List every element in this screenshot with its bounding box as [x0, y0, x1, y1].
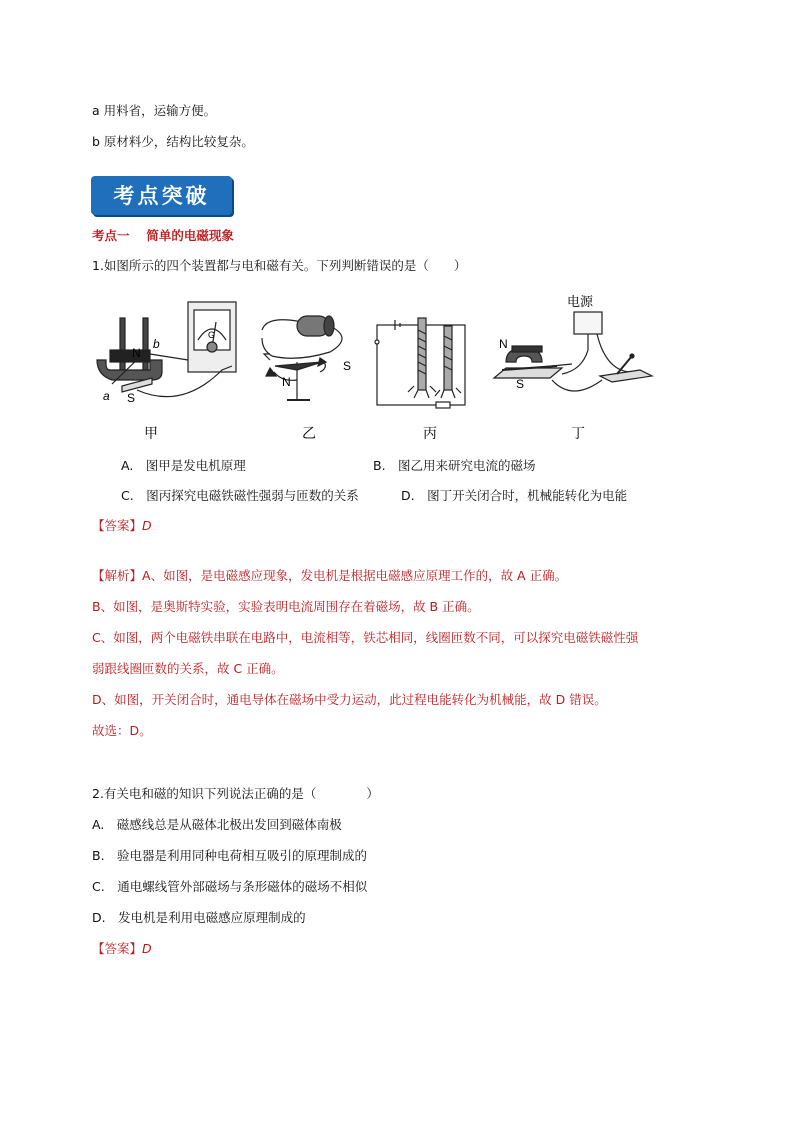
jia-s-label: S — [127, 391, 136, 405]
figure-bing — [375, 318, 465, 408]
figure-yi — [262, 316, 342, 400]
q1-option-b: B. 图乙用来研究电流的磁场 — [373, 458, 536, 473]
q2-answer — [92, 941, 152, 957]
q1-analysis-text-1: A、如图，是电磁感应现象，发电机是根据电磁感应原理工作的，故 A 正确。 — [142, 568, 568, 583]
q1-answer-value: D — [142, 518, 152, 533]
intro-line-a: a 用料省，运输方便。 — [92, 103, 217, 118]
jia-n-label: N — [132, 346, 141, 360]
q1-analysis-line-1 — [92, 568, 567, 584]
ding-n-label: N — [499, 337, 508, 351]
intro-line-b: b 原材料少，结构比较复杂。 — [92, 134, 254, 149]
jia-b-label: b — [153, 337, 160, 351]
q2-answer-label: 【答案】 — [92, 941, 143, 956]
section-banner — [91, 176, 232, 215]
q1-stem: 1.如图所示的四个装置都与电和磁有关。下列判断错误的是（ ） — [92, 258, 467, 273]
q1-option-c: C. 图丙探究电磁铁磁性强弱与匝数的关系 — [121, 488, 359, 503]
q1-option-d: D. 图丁开关闭合时，机械能转化为电能 — [401, 488, 628, 503]
section-title: 考点一 简单的电磁现象 — [92, 228, 234, 243]
q1-analysis-line-4: 弱跟线圈匝数的关系，故 C 正确。 — [92, 661, 284, 676]
q2-option-b: B. 验电器是利用同种电荷相互吸引的原理制成的 — [92, 848, 368, 863]
q1-figure — [92, 290, 672, 450]
jia-meter-label: G — [208, 330, 216, 340]
q1-analysis-line-6: 故选：D。 — [92, 723, 152, 738]
figure-label-jia: 甲 — [144, 426, 158, 442]
q2-option-a: A. 磁感线总是从磁体北极出发回到磁体南极 — [92, 817, 342, 832]
yi-s-label: S — [343, 359, 352, 373]
q2-option-d: D. 发电机是利用电磁感应原理制成的 — [92, 910, 306, 925]
ding-power-label: 电源 — [567, 294, 594, 309]
figure-label-bing: 丙 — [423, 426, 437, 442]
q1-analysis-line-3: C、如图，两个电磁铁串联在电路中，电流相等，铁芯相同，线圈匝数不同，可以探究电磁铁磁性强 — [92, 630, 639, 645]
q1-option-a: A. 图甲是发电机原理 — [121, 458, 246, 473]
q1-answer-label: 【答案】 — [92, 518, 143, 533]
figure-label-yi: 乙 — [302, 426, 316, 442]
q1-answer — [92, 518, 152, 534]
figure-jia — [97, 302, 236, 397]
jia-a-label: a — [103, 389, 110, 403]
yi-n-label: N — [282, 375, 291, 389]
q2-stem: 2.有关电和磁的知识下列说法正确的是（ ） — [92, 786, 379, 801]
figure-label-ding: 丁 — [571, 426, 585, 442]
banner-title: 考点突破 — [113, 183, 210, 208]
q2-option-c: C. 通电螺线管外部磁场与条形磁体的磁场不相似 — [92, 879, 368, 894]
q1-analysis-line-2: B、如图，是奥斯特实验，实验表明电流周围存在着磁场，故 B 正确。 — [92, 599, 480, 614]
ding-s-label: S — [516, 377, 525, 391]
q1-analysis-line-5: D、如图，开关闭合时，通电导体在磁场中受力运动，此过程电能转化为机械能，故 D 错误。 — [92, 692, 607, 707]
q1-analysis-label: 【解析】 — [92, 568, 143, 583]
q2-answer-value: D — [142, 941, 152, 956]
